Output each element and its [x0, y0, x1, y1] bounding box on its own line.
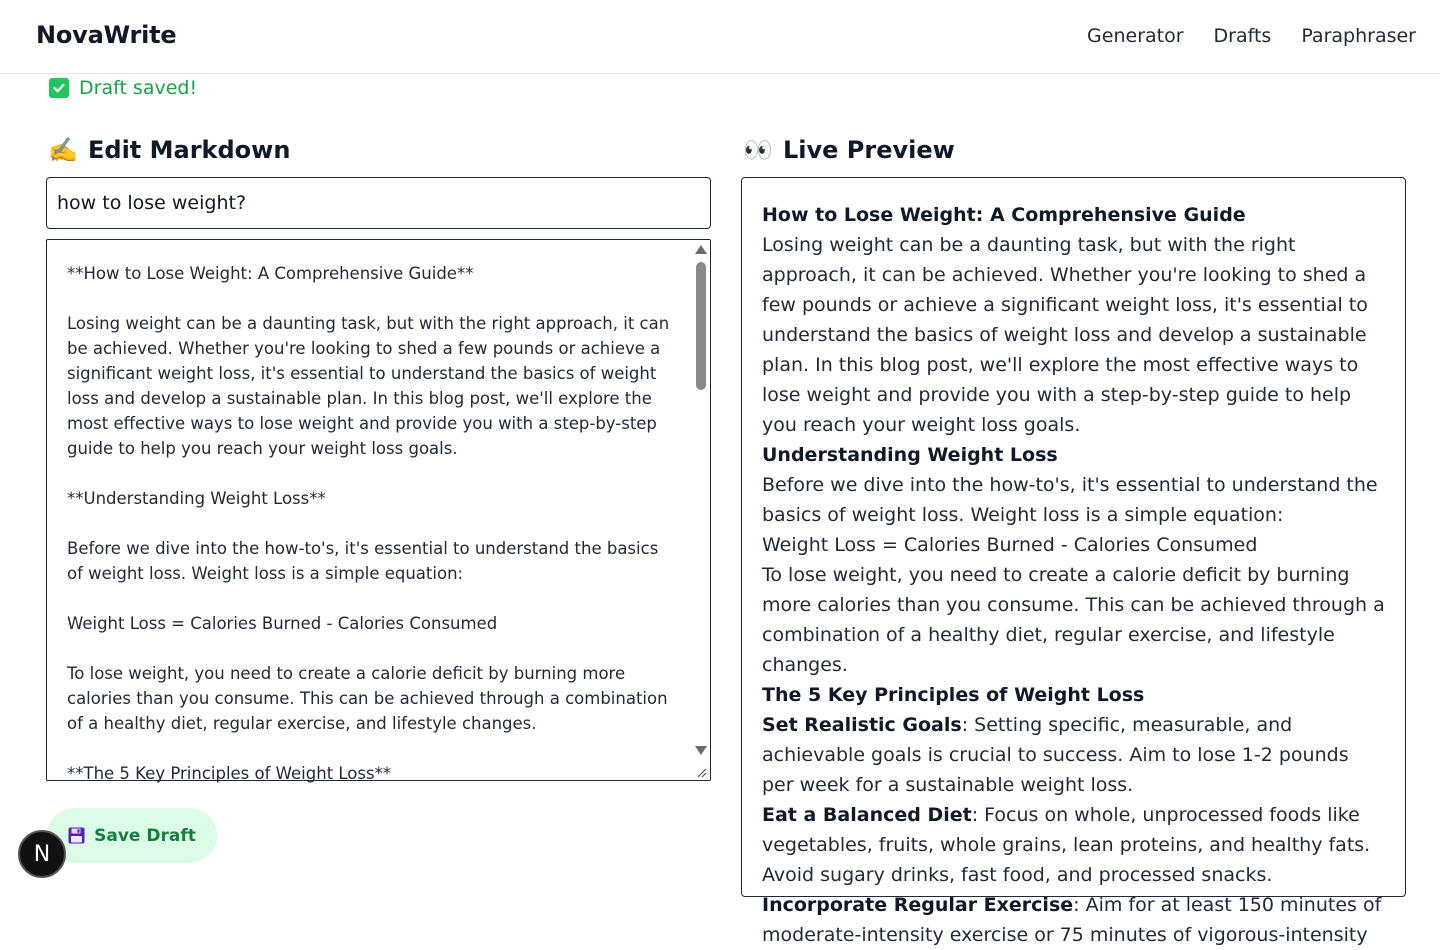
preview-paragraph: To lose weight, you need to create a calorie deficit by burning more calories than you consume. This can be achieved through a combination of a healthy diet, regular exercise, and lifestyle changes. — [762, 564, 1385, 676]
navbar — [0, 0, 1440, 74]
nav-link-generator[interactable]: Generator — [1087, 25, 1184, 47]
markdown-textarea[interactable]: **How to Lose Weight: A Comprehensive Guide** Losing weight can be a daunting task, but with the right approach, it can be achieved. Whether you're looking to shed a few pounds or achieve a significant weight loss, it's essential to understand the basics of weight loss and develop a sustainable plan. In this blog post, we'll explore the most effective ways to lose weight and provide you with a step-by-step guide to help you reach your weight loss goals. **Understanding Weight Loss** Before we dive into the how-to's, it's essential to understand the basics of weight loss. Weight loss is a simple equation: Weight Loss = Calories Burned - Calories Consumed To lose weight, you need to create a calorie deficit by burning more calories than you consume. This can be achieved through a combination of a healthy diet, regular exercise, and lifestyle changes. **The 5 Key Principles of Weight Loss** — [67, 264, 670, 783]
live-preview-panel — [741, 177, 1406, 946]
preview-section-title: The 5 Key Principles of Weight Loss — [762, 684, 1145, 706]
scrollbar-thumb[interactable] — [696, 262, 706, 390]
writing-hand-icon: ✍️ — [48, 136, 78, 164]
markdown-editor[interactable] — [46, 239, 711, 781]
nav-link-paraphraser[interactable]: Paraphraser — [1301, 25, 1416, 47]
nav-link-drafts[interactable]: Drafts — [1213, 25, 1272, 47]
resize-handle-icon[interactable] — [694, 764, 708, 778]
preview-section-title: Understanding Weight Loss — [762, 444, 1058, 466]
preview-heading-text: Live Preview — [783, 136, 955, 164]
eyes-icon: 👀 — [743, 136, 773, 164]
preview-paragraph: Before we dive into the how-to's, it's essential to understand the basics of weight loss. Weight loss is a simple equation: — [762, 474, 1378, 526]
preview-principle: Eat a Balanced Diet: Focus on whole, unprocessed foods like vegetables, fruits, whole grains, lean proteins, and healthy fats. Avoid sugary drinks, fast food, and processed snacks. — [762, 804, 1371, 886]
nav-links — [1087, 25, 1416, 47]
editor-scrollbar[interactable] — [692, 240, 710, 780]
nextjs-dev-badge[interactable]: N — [18, 830, 66, 878]
preview-principle: Set Realistic Goals: Setting specific, measurable, and achievable goals is crucial to success. Aim to lose 1-2 pounds per week for a sustainable weight loss. — [762, 714, 1349, 796]
brand-logo[interactable]: NovaWrite — [36, 21, 177, 49]
save-draft-label: Save Draft — [94, 825, 196, 846]
scroll-up-arrow-icon[interactable] — [695, 245, 707, 254]
preview-equation: Weight Loss = Calories Burned - Calories Consumed — [762, 534, 1258, 556]
toast-message: Draft saved! — [79, 77, 198, 99]
preview-body — [762, 200, 1385, 950]
preview-principle: Incorporate Regular Exercise: Aim for at least 150 minutes of moderate-intensity exercise or 75 minutes of vigorous-intensity — [762, 894, 1382, 946]
save-draft-button[interactable] — [47, 808, 217, 863]
preview-title: How to Lose Weight: A Comprehensive Guide — [762, 204, 1246, 226]
title-input[interactable] — [46, 177, 711, 229]
editor-heading-text: Edit Markdown — [88, 136, 291, 164]
preview-intro: Losing weight can be a daunting task, but with the right approach, it can be achieved. Whether you're looking to shed a few pounds or achieve a significant weight loss, it's essential to understand the basics of weight loss and develop a sustainable plan. In this blog post, we'll explore the most effective ways to lose weight and provide you with a step-by-step guide to help you reach your weight loss goals. — [762, 234, 1368, 436]
editor-heading — [48, 136, 290, 164]
scroll-down-arrow-icon[interactable] — [695, 746, 707, 755]
check-icon — [49, 78, 69, 98]
save-toast — [49, 77, 197, 99]
floppy-disk-icon — [68, 827, 85, 844]
preview-heading — [743, 136, 955, 164]
